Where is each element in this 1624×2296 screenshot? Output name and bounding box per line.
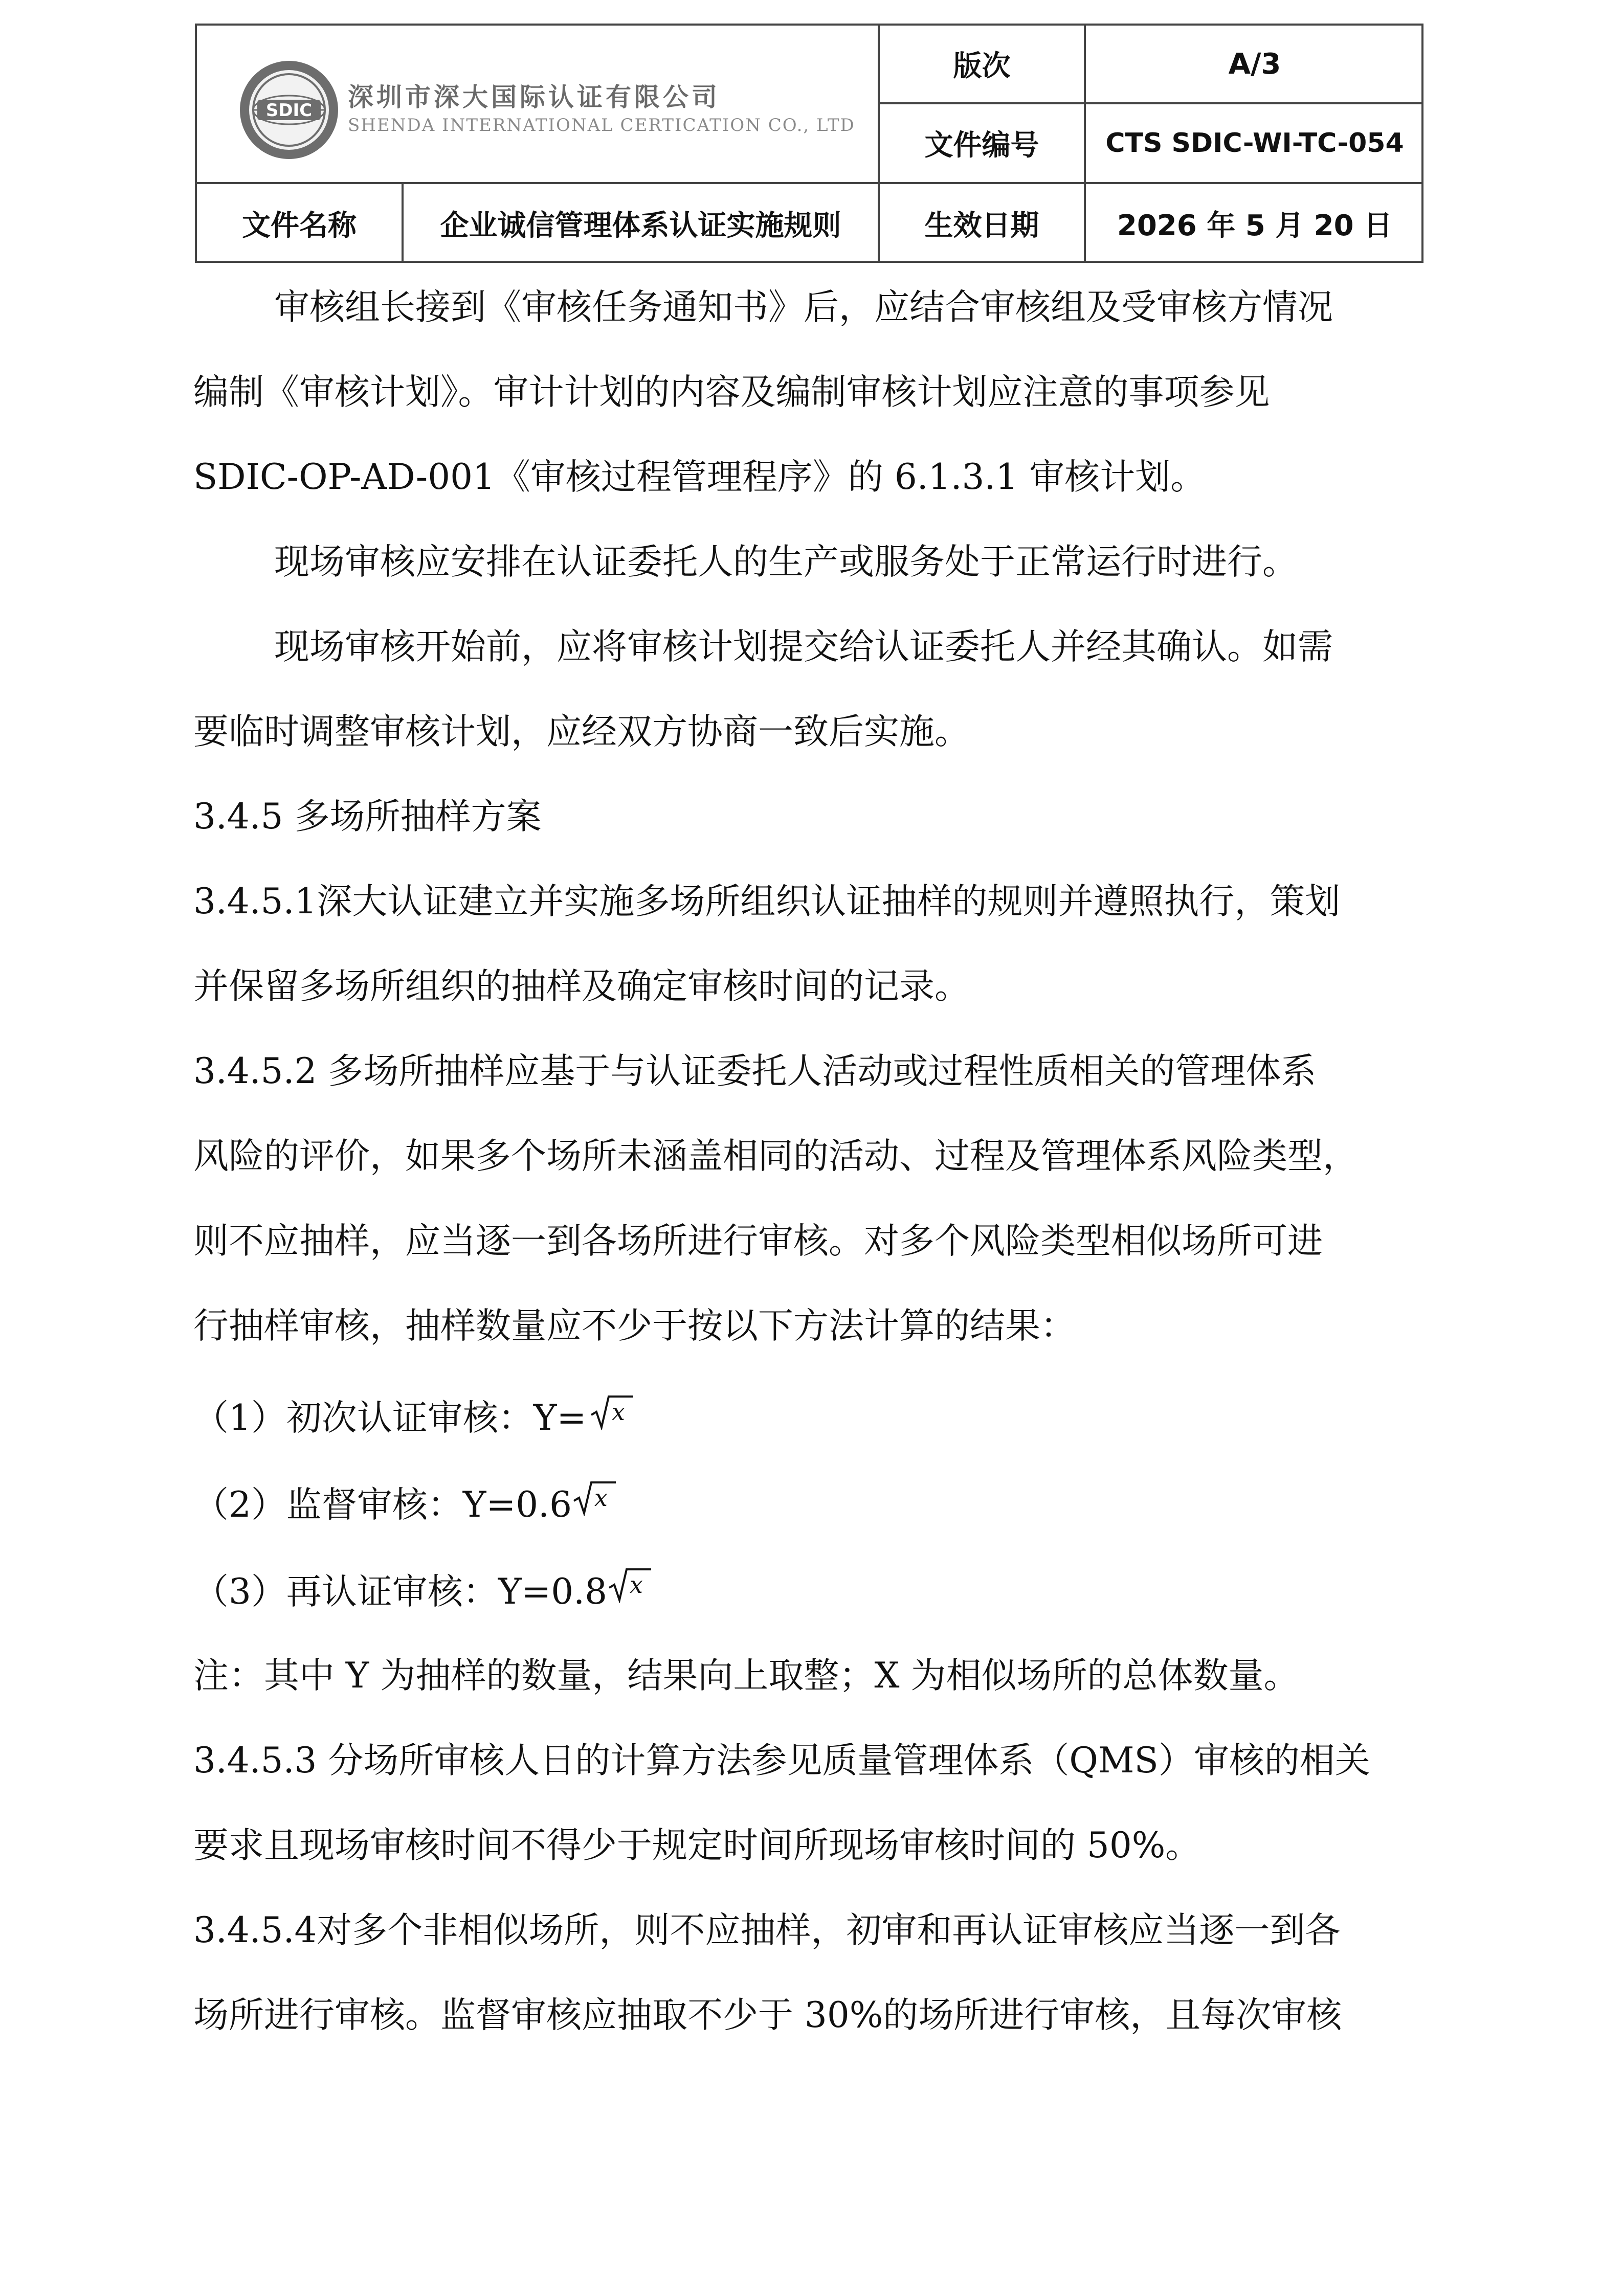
version-label: 版次 bbox=[953, 50, 1011, 83]
paragraph-line: 审核组长接到《审核任务通知书》后，应结合审核组及受审核方情况 bbox=[274, 287, 1333, 328]
document-name-value: 企业诚信管理体系认证实施规则 bbox=[440, 209, 841, 242]
logo-text: SDIC bbox=[265, 100, 313, 121]
paragraph-line: 3.4.5.4对多个非相似场所，则不应抽样，初审和再认证审核应当逐一到各 bbox=[193, 1910, 1341, 1951]
effective-date-value: 2026 年 5 月 20 日 bbox=[1117, 209, 1393, 242]
effective-date-label: 生效日期 bbox=[924, 209, 1039, 242]
paragraph-line: 行抽样审核，抽样数量应不少于按以下方法计算的结果： bbox=[193, 1305, 1076, 1346]
paragraph-line: 则不应抽样，应当逐一到各场所进行审核。对多个风险类型相似场所可进 bbox=[193, 1221, 1323, 1262]
paragraph-line: 3.4.5.1深大认证建立并实施多场所组织认证抽样的规则并遵照执行，策划 bbox=[193, 881, 1341, 922]
paragraph-line: 现场审核开始前，应将审核计划提交给认证委托人并经其确认。如需 bbox=[274, 626, 1333, 667]
paragraph-line: 要求且现场审核时间不得少于规定时间所现场审核时间的 50%。 bbox=[193, 1825, 1201, 1866]
paragraph-line: 并保留多场所组织的抽样及确定审核时间的记录。 bbox=[193, 966, 970, 1007]
svg-text:x: x bbox=[594, 1484, 608, 1512]
formula-text: （1）初次认证审核：Y= bbox=[193, 1398, 587, 1438]
company-logo-block bbox=[238, 56, 903, 164]
paragraph-line: 场所进行审核。监督审核应抽取不少于 30%的场所进行审核，且每次审核 bbox=[193, 1995, 1342, 2036]
company-name-cn: 深圳市深大国际认证有限公司 bbox=[348, 82, 720, 112]
paragraph-line: 风险的评价，如果多个场所未涵盖相同的活动、过程及管理体系风险类型， bbox=[193, 1136, 1358, 1177]
square-root-x-icon bbox=[590, 1394, 634, 1430]
square-root-x-icon bbox=[573, 1480, 617, 1516]
svg-text:x: x bbox=[630, 1571, 643, 1599]
formula-surveillance-audit bbox=[193, 1482, 1436, 1528]
paragraph-line: 3.4.5.3 分场所审核人日的计算方法参见质量管理体系（QMS）审核的相关 bbox=[193, 1740, 1370, 1781]
document-header-table bbox=[195, 24, 1423, 263]
svg-text:x: x bbox=[612, 1398, 626, 1426]
document-number-value: CTS SDIC-WI-TC-054 bbox=[1105, 128, 1404, 159]
version-value: A/3 bbox=[1228, 47, 1281, 81]
company-seal-logo bbox=[238, 59, 340, 161]
paragraph-line: 编制《审核计划》。审计计划的内容及编制审核计划应注意的事项参见 bbox=[193, 372, 1270, 413]
paragraph-line: 3.4.5.2 多场所抽样应基于与认证委托人活动或过程性质相关的管理体系 bbox=[193, 1051, 1317, 1092]
formula-initial-audit bbox=[193, 1395, 1436, 1441]
formula-text: （3）再认证审核：Y=0.8 bbox=[193, 1571, 607, 1612]
paragraph-line: 现场审核应安排在认证委托人的生产或服务处于正常运行时进行。 bbox=[274, 542, 1298, 582]
section-heading: 3.4.5 多场所抽样方案 bbox=[193, 796, 542, 837]
square-root-x-icon bbox=[608, 1567, 652, 1603]
company-name-en: SHENDA INTERNATIONAL CERTICATION CO., LTD bbox=[348, 115, 855, 136]
paragraph-line: SDIC-OP-AD-001《审核过程管理程序》的 6.1.3.1 审核计划。 bbox=[193, 457, 1206, 498]
formula-text: （2）监督审核：Y=0.6 bbox=[193, 1484, 572, 1525]
paragraph-line: 要临时调整审核计划，应经双方协商一致后实施。 bbox=[193, 711, 970, 752]
document-name-label: 文件名称 bbox=[242, 209, 357, 242]
formula-recertification-audit bbox=[193, 1569, 1436, 1615]
note-line: 注：其中 Y 为抽样的数量，结果向上取整；X 为相似场所的总体数量。 bbox=[193, 1655, 1299, 1696]
document-number-label: 文件编号 bbox=[924, 129, 1039, 162]
